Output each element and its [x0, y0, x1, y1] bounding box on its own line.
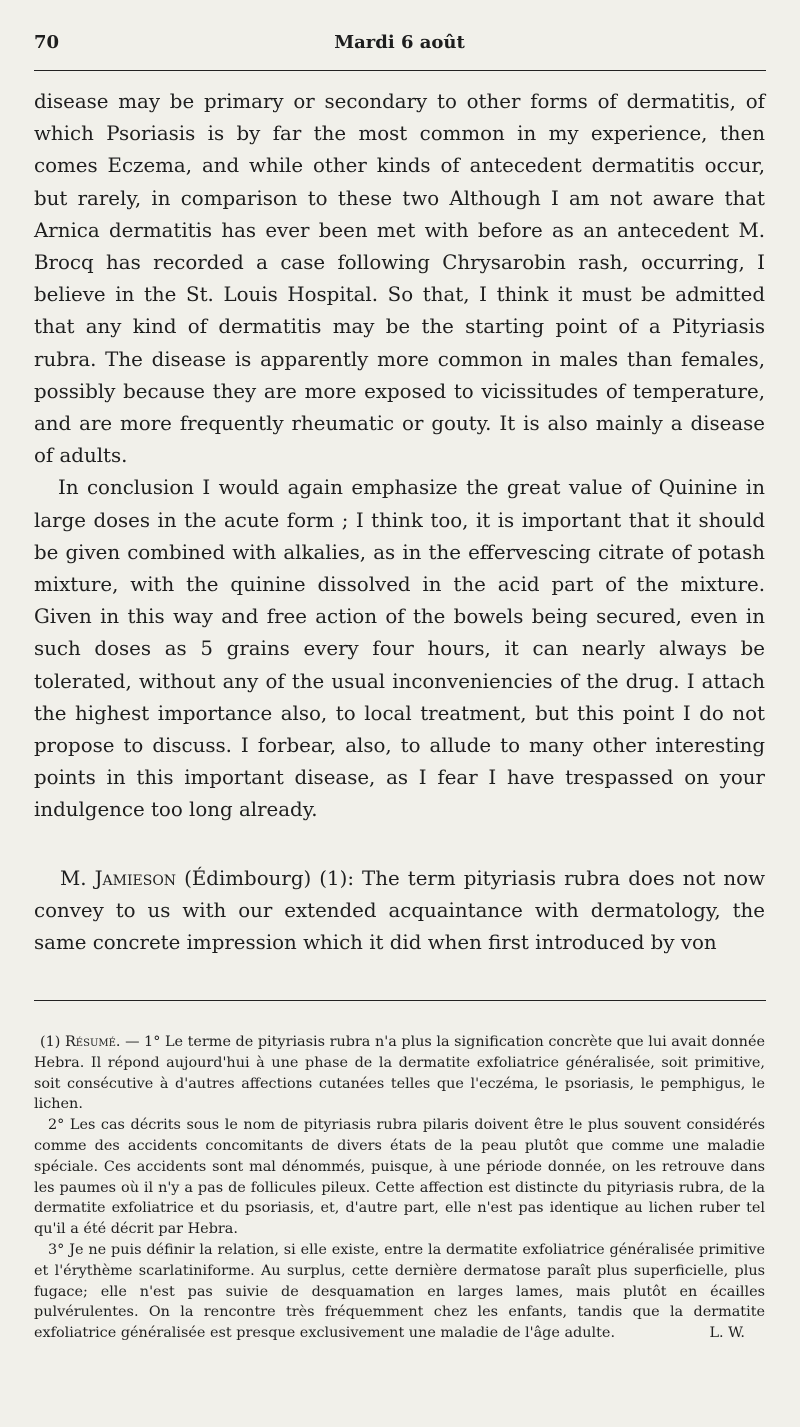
page-number: 70: [34, 32, 60, 53]
page-header: [34, 28, 765, 62]
footnote-signature: L. W.: [709, 1325, 745, 1342]
footnote-item-1-text: — 1° Le terme de pityriasis rubra n'a plus la signification concrète que lui avait donnée Hebra. Il répond aujourd'hui à une phase de la dermatite exfoliatrice généralisée, soit primitive, soit consécutive à d'autres affections cutanées telles que l'eczéma, le psoriasis, le pemphigus, le lichen.: [34, 1034, 765, 1113]
speaker-affiliation: (Édimbourg): [184, 866, 312, 890]
footnote-marker: (1): [40, 1034, 61, 1050]
running-title: Mardi 6 août: [334, 32, 465, 53]
footnote-rule: [34, 1000, 766, 1001]
paragraph-3: [34, 863, 765, 960]
body-text: [34, 86, 765, 959]
footnote-item-3: [34, 1240, 765, 1344]
footnote-reference: (1): [319, 866, 348, 890]
paragraph-2: In conclusion I would again emphasize the great value of Quinine in large doses in the acute form ; I think too, it is important that it should be given combined with alkalies, as in the effervescing citrate of potash mixture, with the quinine dissolved in the acid part of the mixture. Given in this way and free action of the bowels being secured, even in such doses as 5 grains every four hours, it can nearly always be tolerated, without any of the usual inconveniencies of the drug. I attach the highest importance also, to local treatment, but this point I do not propose to discuss. I forbear, also, to allude to many other interesting points in this important disease, as I fear I have trespassed on your indulgence too long already.: [34, 476, 765, 822]
footnote-item-2: 2° Les cas décrits sous le nom de pityriasis rubra pilaris doivent être le plus souvent considérés comme des accidents concomitants de divers états de la peau plutôt que comme une maladie spéciale. Ces accidents sont mal dénommés, puisque, à une période donnée, on les retrouve dans les paumes où il n'y a pas de follicules pileux. Cette affection est distincte du pityriasis rubra, de la dermatite exfoliatrice et du psoriasis, et, d'autre part, elle n'est pas identique au lichen ruber tel qu'il a été décrit par Hebra.: [34, 1117, 765, 1238]
footnote-item-1: [34, 1032, 765, 1115]
header-rule: [34, 70, 766, 71]
footnote-label: Résumé.: [64, 1034, 121, 1050]
footnotes: [34, 1032, 765, 1344]
paragraph-3-text: : The term pityriasis rubra does not now convey to us with our extended acquaintance with dermatology, the same concrete impression which it did when first introduced by von: [34, 866, 765, 955]
speaker-name: M. Jamieson: [60, 866, 177, 890]
footnote-item-3-text: 3° Je ne puis définir la relation, si elle existe, entre la dermatite exfoliatrice généralisée primitive et l'érythème scarlatiniforme. Au surplus, cette dernière dermatose paraît plus superficielle, plus fugace; elle n'est pas suivie de desquamation en larges lames, mais plutôt en écailles pulvérulentes. On la rencontre très fréquemment chez les enfants, tandis que la dermatite exfoliatrice généralisée est presque exclusivement une maladie de l'âge adulte.: [34, 1241, 765, 1342]
paragraph-1: disease may be primary or secondary to other forms of dermatitis, of which Psoriasis is by far the most common in my experience, then comes Eczema, and while other kinds of antecedent dermatitis occur, but rarely, in comparison to these two Although I am not aware that Arnica dermatitis has ever been met with before as an antecedent M. Brocq has recorded a case following Chrysarobin rash, occurring, I believe in the St. Louis Hospital. So that, I think it must be admitted that any kind of dermatitis may be the starting point of a Pityriasis rubra. The disease is apparently more common in males than females, possibly because they are more exposed to vicissitudes of temperature, and are more frequently rheumatic or gouty. It is also mainly a disease of adults.: [34, 90, 765, 468]
